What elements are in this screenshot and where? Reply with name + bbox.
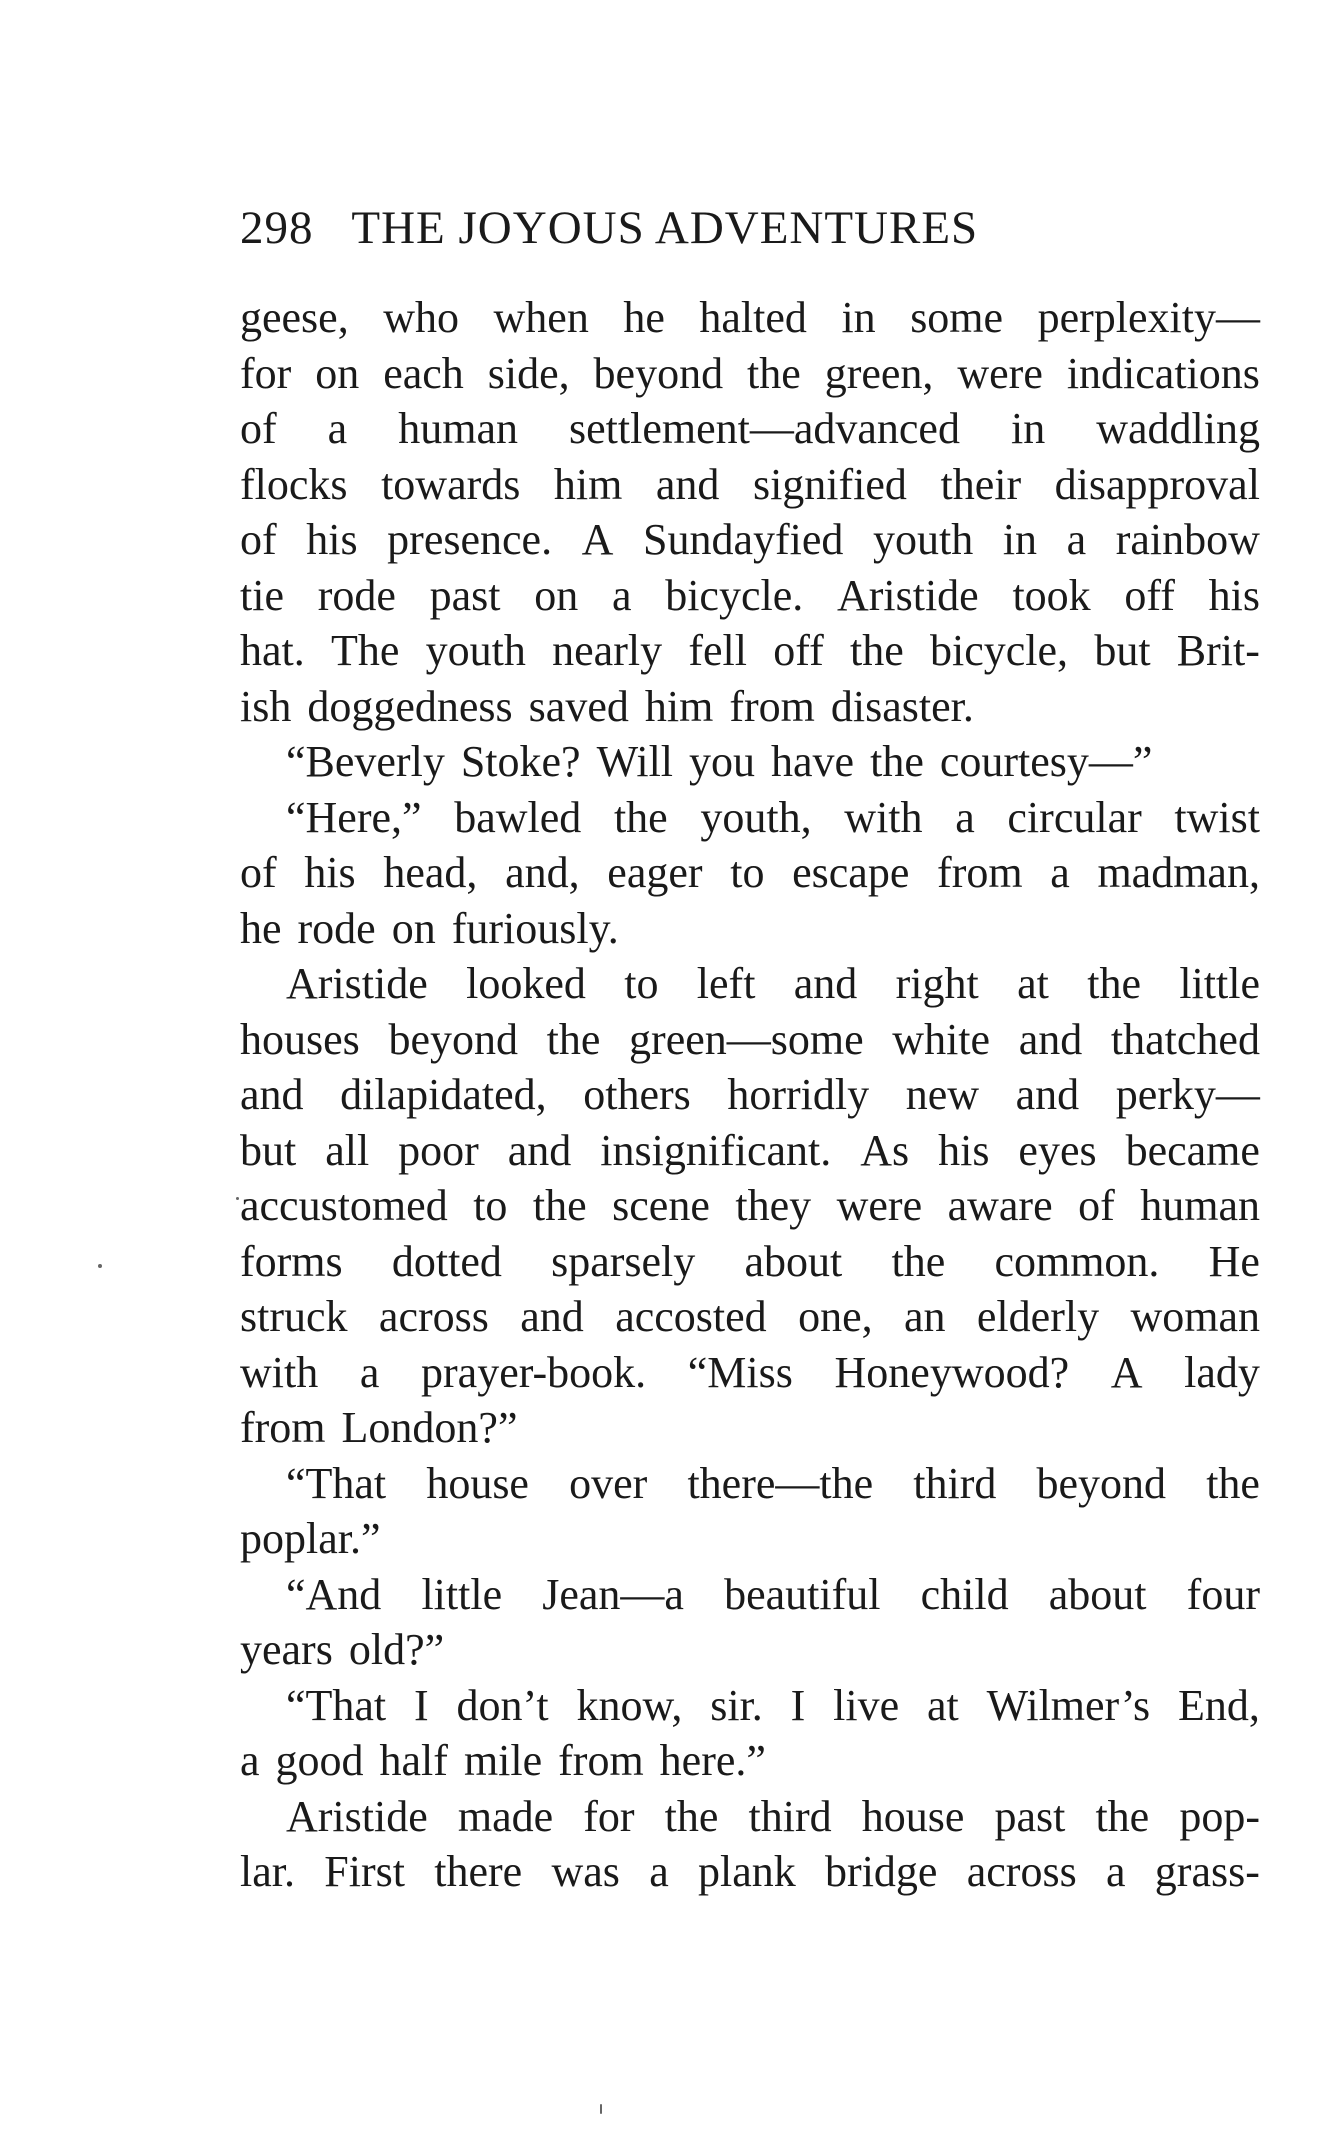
word: house xyxy=(861,1791,965,1841)
word: waddling xyxy=(1096,404,1260,453)
scan-speck xyxy=(98,1264,102,1268)
text-line xyxy=(240,346,1260,402)
word: here.” xyxy=(659,1736,766,1785)
word: a xyxy=(955,792,975,842)
word: live xyxy=(833,1680,900,1730)
word: Wilmer’s xyxy=(986,1680,1151,1730)
word: when xyxy=(493,293,589,342)
word: flocks xyxy=(240,459,348,509)
word: child xyxy=(920,1569,1009,1619)
word: past xyxy=(994,1791,1066,1841)
word: to xyxy=(473,1181,508,1230)
text-line xyxy=(240,790,1260,846)
word: and xyxy=(240,1070,304,1119)
text-line xyxy=(240,1844,1260,1900)
text-line xyxy=(240,1456,1260,1512)
word: “Here,” xyxy=(286,792,422,842)
word: and xyxy=(793,959,858,1008)
word: made xyxy=(457,1791,554,1841)
word: sir. xyxy=(710,1680,763,1730)
scan-speck xyxy=(236,1197,239,1200)
word: his xyxy=(306,515,358,564)
word: circular xyxy=(1007,792,1142,842)
word: a xyxy=(611,570,632,620)
word: each xyxy=(383,348,464,398)
word: past xyxy=(429,570,501,620)
word: from xyxy=(558,1736,644,1785)
word: hat. xyxy=(240,626,305,675)
word: insignificant. xyxy=(600,1125,832,1175)
word: Honeywood? xyxy=(834,1347,1070,1397)
word: who xyxy=(383,293,460,342)
word: plank xyxy=(698,1847,796,1896)
text-line xyxy=(240,1567,1260,1623)
word: were xyxy=(957,348,1043,398)
word: presence. xyxy=(387,515,553,564)
word: Brit- xyxy=(1176,626,1260,675)
word: bawled xyxy=(454,792,582,842)
word: rode xyxy=(317,570,396,620)
word: beyond xyxy=(1036,1458,1167,1508)
word: of xyxy=(240,848,277,897)
word: he xyxy=(240,903,282,953)
word: human xyxy=(1140,1181,1260,1230)
word: A xyxy=(581,515,614,564)
text-line xyxy=(240,290,1260,346)
word: woman xyxy=(1130,1292,1260,1341)
word: across xyxy=(966,1847,1077,1896)
word: youth, xyxy=(700,792,812,842)
word: youth xyxy=(425,626,526,675)
word: the xyxy=(850,626,904,675)
word: his xyxy=(304,848,356,897)
word: became xyxy=(1125,1125,1260,1175)
word: tie xyxy=(240,570,284,620)
word: the xyxy=(1095,1791,1150,1841)
word: a xyxy=(1105,1847,1126,1896)
word: rode xyxy=(297,903,376,953)
word: he xyxy=(623,293,665,342)
word: the xyxy=(1087,959,1141,1008)
word: Aristide xyxy=(836,570,979,620)
text-line xyxy=(240,1123,1260,1179)
word: Aristide xyxy=(286,1791,428,1841)
word: dilapidated, xyxy=(340,1070,547,1119)
word: The xyxy=(331,626,400,675)
word: were xyxy=(836,1181,923,1230)
text-line xyxy=(240,512,1260,568)
word: in xyxy=(1010,404,1046,453)
word: white xyxy=(892,1014,991,1064)
word: of xyxy=(240,515,277,564)
word: and xyxy=(1018,1014,1083,1064)
scan-speck xyxy=(600,2104,602,2114)
word: beautiful xyxy=(724,1569,881,1619)
word: London?” xyxy=(341,1403,518,1452)
word: the xyxy=(747,348,801,398)
word: took xyxy=(1012,570,1091,620)
word: house xyxy=(426,1458,529,1508)
word: the xyxy=(870,737,924,786)
word: houses xyxy=(240,1014,360,1064)
text-line xyxy=(240,1178,1260,1234)
word: aware xyxy=(947,1181,1053,1230)
word: Sundayfied xyxy=(643,515,844,564)
word: a xyxy=(1050,848,1070,897)
word: about xyxy=(744,1236,843,1286)
text-line xyxy=(240,1733,1260,1789)
word: new xyxy=(905,1070,980,1119)
word: right xyxy=(895,959,979,1008)
word: about xyxy=(1048,1569,1147,1619)
word: a xyxy=(240,1736,260,1785)
word: off xyxy=(1124,570,1175,620)
word: escape xyxy=(792,848,910,897)
word: human xyxy=(398,404,518,453)
word: the xyxy=(1206,1458,1260,1508)
word: perky— xyxy=(1115,1070,1260,1119)
word: of xyxy=(1078,1181,1115,1230)
word: on xyxy=(391,903,436,953)
word: the xyxy=(664,1791,719,1841)
word: an xyxy=(903,1292,946,1341)
word: “That xyxy=(286,1458,387,1508)
word: know, xyxy=(576,1680,683,1730)
word: beyond xyxy=(388,1014,518,1064)
word: halted xyxy=(699,293,807,342)
word: horridly xyxy=(727,1070,870,1119)
word: in xyxy=(841,293,876,342)
word: green, xyxy=(824,348,934,398)
word: third xyxy=(748,1791,832,1841)
word: disapproval xyxy=(1054,459,1260,509)
word: left xyxy=(696,959,756,1008)
text-line xyxy=(240,1511,1260,1567)
word: eyes xyxy=(1018,1125,1097,1175)
text-line xyxy=(240,1622,1260,1678)
word: four xyxy=(1186,1569,1260,1619)
word: don’t xyxy=(456,1680,549,1730)
word: you xyxy=(689,737,756,786)
word: End, xyxy=(1178,1680,1260,1730)
word: scene xyxy=(612,1181,710,1230)
word: from xyxy=(937,848,1023,897)
word: “And xyxy=(286,1569,382,1619)
text-line xyxy=(240,457,1260,513)
word: the xyxy=(532,1181,587,1230)
word: I xyxy=(414,1680,429,1730)
word: but xyxy=(1094,626,1151,675)
word: beyond xyxy=(593,348,724,398)
page-number: 298 xyxy=(240,202,314,254)
word: head, xyxy=(383,848,478,897)
word: First xyxy=(324,1847,405,1896)
text-line xyxy=(240,1289,1260,1345)
text-line xyxy=(240,1345,1260,1401)
text-line xyxy=(240,1789,1260,1845)
text-line xyxy=(240,1678,1260,1734)
word: on xyxy=(315,348,360,398)
word: from xyxy=(240,1403,326,1452)
word: a xyxy=(649,1847,669,1896)
word: rainbow xyxy=(1115,515,1260,564)
word: indications xyxy=(1066,348,1260,398)
text-line xyxy=(240,1400,1260,1456)
word: one, xyxy=(798,1292,873,1341)
word: for xyxy=(583,1791,635,1841)
word: for xyxy=(240,348,292,398)
word: the xyxy=(891,1236,946,1286)
word: ish xyxy=(240,681,292,731)
text-line xyxy=(240,401,1260,457)
word: him xyxy=(553,459,623,509)
word: there—the xyxy=(687,1458,874,1508)
text-line xyxy=(240,901,1260,957)
word: courtesy—” xyxy=(939,737,1153,786)
word: “Miss xyxy=(687,1347,793,1397)
word: his xyxy=(1208,570,1260,620)
word: years xyxy=(240,1625,333,1674)
word: was xyxy=(551,1847,620,1896)
word: some xyxy=(910,293,1004,342)
word: to xyxy=(624,959,659,1008)
word: with xyxy=(844,792,923,842)
word: they xyxy=(735,1181,812,1230)
text-line xyxy=(240,734,1260,790)
word: “Beverly xyxy=(286,737,445,786)
word: and xyxy=(655,459,720,509)
word: accosted xyxy=(615,1292,767,1341)
word: perplexity— xyxy=(1037,293,1260,342)
word: others xyxy=(583,1070,691,1119)
word: across xyxy=(378,1292,489,1341)
word: accustomed xyxy=(240,1181,448,1230)
word: “That xyxy=(286,1680,387,1730)
word: disaster. xyxy=(830,681,974,731)
word: pop- xyxy=(1179,1791,1260,1841)
text-line xyxy=(240,568,1260,624)
word: the xyxy=(613,792,668,842)
word: elderly xyxy=(976,1292,1100,1341)
word: saved xyxy=(528,681,629,731)
text-line xyxy=(240,1234,1260,1290)
word: settlement—advanced xyxy=(569,404,960,453)
word: off xyxy=(773,626,824,675)
word: forms xyxy=(240,1236,343,1286)
word: Aristide xyxy=(286,959,428,1008)
word: Will xyxy=(596,737,674,786)
word: youth xyxy=(873,515,974,564)
word: furiously. xyxy=(451,903,619,953)
word: lady xyxy=(1184,1347,1260,1397)
word: As xyxy=(860,1125,910,1175)
word: towards xyxy=(381,459,521,509)
word: of xyxy=(240,404,277,453)
word: common. xyxy=(994,1236,1160,1286)
word: nearly xyxy=(552,626,663,675)
word: little xyxy=(421,1569,503,1619)
word: from xyxy=(729,681,815,731)
word: have xyxy=(771,737,855,786)
word: but xyxy=(240,1125,297,1175)
word: a xyxy=(1066,515,1087,564)
word: at xyxy=(926,1680,959,1730)
word: doggedness xyxy=(307,681,513,731)
running-head xyxy=(240,198,1260,258)
word: madman, xyxy=(1097,848,1260,897)
text-line xyxy=(240,623,1260,679)
word: bicycle. xyxy=(665,570,804,620)
word: poplar.” xyxy=(240,1514,381,1563)
text-line xyxy=(240,845,1260,901)
word: a xyxy=(359,1347,380,1397)
word: over xyxy=(569,1458,648,1508)
word: him xyxy=(644,681,714,731)
word: bicycle, xyxy=(930,626,1069,675)
word: and xyxy=(1015,1070,1080,1119)
body-text xyxy=(240,290,1260,1900)
word: signified xyxy=(752,459,907,509)
word: there xyxy=(434,1847,523,1896)
word: and xyxy=(520,1292,584,1341)
word: Jean—a xyxy=(542,1569,684,1619)
word: their xyxy=(940,459,1022,509)
word: bridge xyxy=(825,1847,938,1896)
word: twist xyxy=(1174,792,1260,842)
word: prayer-book. xyxy=(421,1347,647,1397)
word: A xyxy=(1110,1347,1143,1397)
running-title: THE JOYOUS ADVENTURES xyxy=(351,202,979,254)
word: struck xyxy=(240,1292,348,1341)
word: on xyxy=(534,570,579,620)
word: lar. xyxy=(240,1847,295,1896)
text-line xyxy=(240,956,1260,1012)
word: to xyxy=(730,848,765,897)
text-line xyxy=(240,679,1260,735)
word: mile xyxy=(463,1736,543,1785)
word: looked xyxy=(466,959,586,1008)
text-line xyxy=(240,1012,1260,1068)
word: green—some xyxy=(629,1014,864,1064)
word: a xyxy=(327,404,348,453)
word: fell xyxy=(688,626,747,675)
word: Stoke? xyxy=(460,737,581,786)
word: little xyxy=(1179,959,1260,1008)
word: old?” xyxy=(348,1625,445,1674)
word: and xyxy=(507,1125,572,1175)
word: thatched xyxy=(1110,1014,1260,1064)
word: dotted xyxy=(391,1236,502,1286)
word: poor xyxy=(398,1125,479,1175)
word: and, xyxy=(505,848,580,897)
word: in xyxy=(1002,515,1038,564)
word: eager xyxy=(607,848,703,897)
word: grass- xyxy=(1154,1847,1260,1896)
word: the xyxy=(546,1014,601,1064)
word: He xyxy=(1208,1236,1260,1286)
word: with xyxy=(240,1347,319,1397)
word: I xyxy=(790,1680,806,1730)
word: half xyxy=(379,1736,448,1785)
word: all xyxy=(325,1125,370,1175)
word: at xyxy=(1017,959,1049,1008)
word: geese, xyxy=(240,293,349,342)
word: sparsely xyxy=(551,1236,696,1286)
word: side, xyxy=(487,348,570,398)
word: third xyxy=(913,1458,997,1508)
word: his xyxy=(938,1125,990,1175)
word: good xyxy=(275,1736,364,1785)
text-line xyxy=(240,1067,1260,1123)
